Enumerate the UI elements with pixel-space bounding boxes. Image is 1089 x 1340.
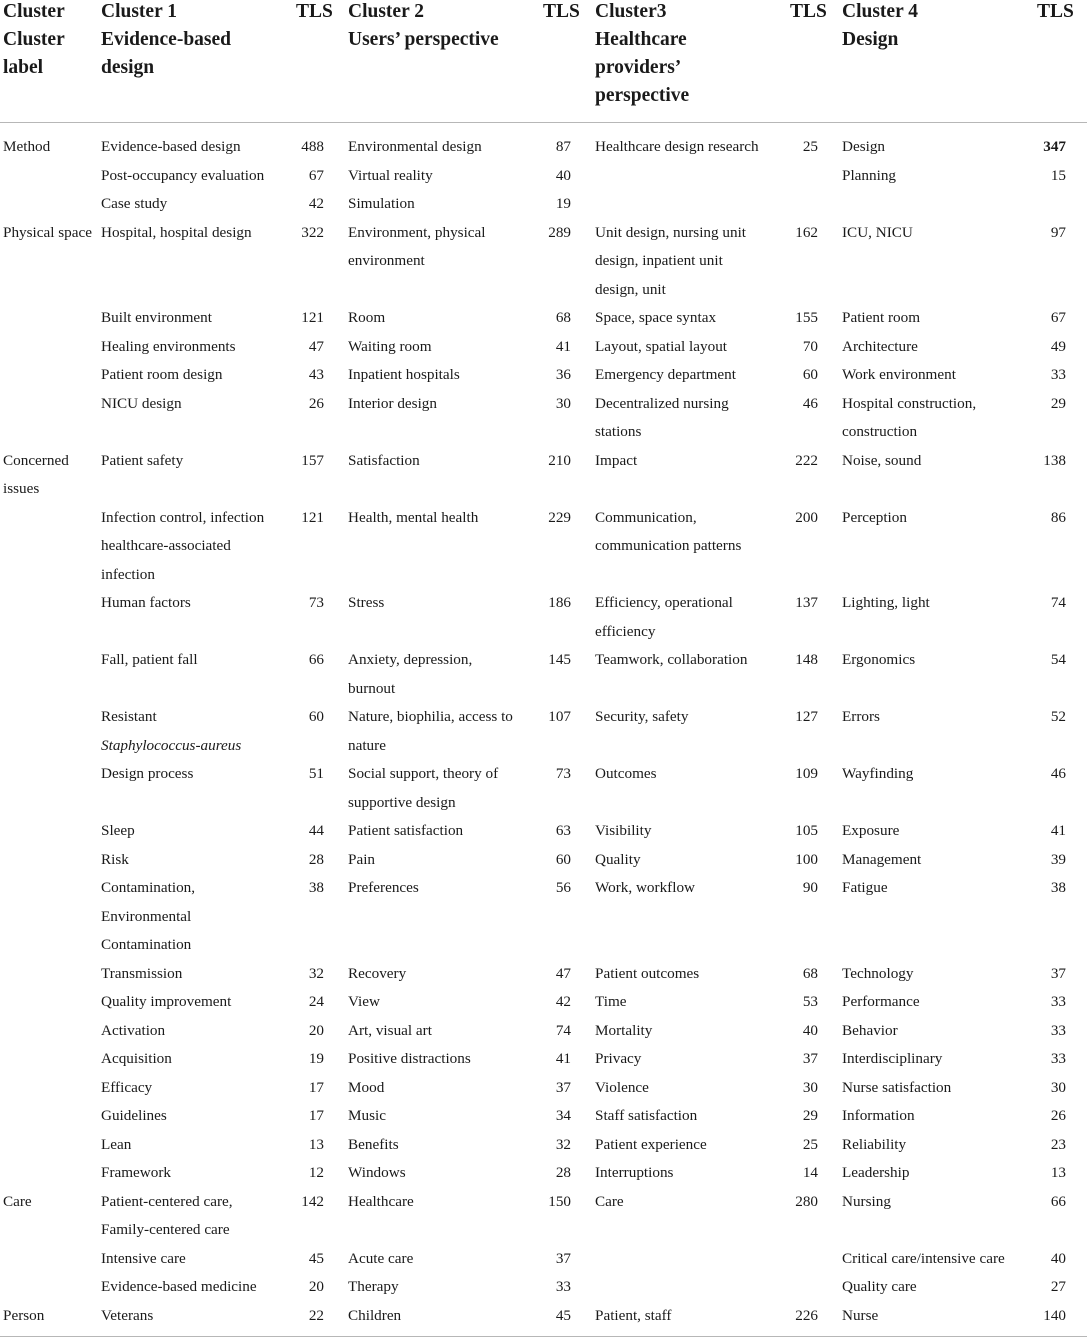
term-cell: Impact: [595, 451, 638, 469]
header-line: label: [3, 57, 44, 78]
tls-value: 37: [555, 1249, 571, 1267]
term-cell: Management: [842, 850, 922, 868]
term-cell: Sleep: [101, 822, 135, 839]
tls-value: 13: [308, 1135, 324, 1153]
term-cell: Activation: [101, 1021, 166, 1039]
term-cell: Care: [595, 1192, 624, 1210]
header-line: providers’: [595, 57, 682, 78]
tls-value: 121: [301, 309, 324, 326]
term-cell: Family-centered care: [101, 1221, 230, 1238]
term-cell: Veterans: [101, 1306, 154, 1324]
term-cell: Case study: [101, 195, 168, 212]
tls-value: 226: [795, 1306, 818, 1324]
tls-value: 30: [802, 1078, 818, 1096]
tls-value: 52: [1050, 708, 1066, 725]
term-cell: Nurse: [842, 1306, 879, 1324]
term-cell: Framework: [101, 1164, 172, 1181]
tls-value: 127: [795, 708, 818, 725]
header-line: TLS: [543, 1, 580, 22]
term-cell: construction: [842, 423, 918, 440]
term-cell: Teamwork, collaboration: [595, 651, 748, 668]
term-cell: Preferences: [348, 879, 419, 896]
term-cell: Art, visual art: [348, 1021, 432, 1039]
term-cell: Violence: [595, 1078, 649, 1096]
term-cell: ICU, NICU: [842, 223, 913, 241]
term-cell: Patient outcomes: [595, 964, 700, 982]
term-cell: Architecture: [842, 337, 918, 355]
tls-value: 229: [548, 508, 571, 526]
tls-value: 41: [1050, 822, 1066, 839]
term-cell: Perception: [842, 508, 907, 526]
tls-value: 40: [1050, 1249, 1066, 1267]
tls-value: 43: [308, 366, 324, 383]
term-cell: Environmental design: [348, 138, 482, 155]
term-cell: Behavior: [842, 1021, 898, 1039]
header-line: Design: [842, 29, 899, 50]
header-line: perspective: [595, 85, 690, 106]
term-cell: infection: [101, 565, 155, 583]
term-cell: Positive distractions: [348, 1050, 471, 1067]
term-cell: Design: [842, 138, 886, 155]
tls-value: 107: [548, 708, 571, 725]
tls-value: 28: [555, 1164, 571, 1181]
tls-value: 34: [555, 1107, 571, 1124]
tls-value: 44: [308, 822, 324, 839]
tls-value: 25: [802, 138, 818, 155]
term-cell: Human factors: [101, 594, 191, 611]
term-cell: supportive design: [348, 793, 456, 811]
tls-value: 54: [1050, 651, 1066, 668]
term-cell: NICU design: [101, 394, 182, 412]
term-cell: Mood: [348, 1078, 385, 1096]
term-cell: burnout: [348, 679, 396, 697]
term-cell: Ergonomics: [842, 651, 916, 668]
term-cell: Acquisition: [101, 1050, 172, 1067]
tls-value: 45: [555, 1306, 571, 1324]
term-cell: Decentralized nursing: [595, 394, 729, 412]
tls-value: 109: [795, 765, 818, 782]
header-line: TLS: [790, 1, 827, 22]
term-cell: Interior design: [348, 394, 437, 412]
tls-value: 32: [308, 964, 324, 982]
tls-value: 137: [795, 594, 818, 611]
term-cell: View: [348, 993, 380, 1010]
term-cell: Privacy: [595, 1050, 642, 1067]
tls-value: 60: [555, 850, 571, 868]
term-cell: Space, space syntax: [595, 309, 717, 326]
term-cell: Design process: [101, 765, 194, 782]
term-cell: Anxiety, depression,: [348, 651, 473, 668]
term-cell: Social support, theory of: [348, 765, 499, 782]
term-cell: Guidelines: [101, 1107, 167, 1124]
tls-value: 36: [555, 366, 571, 383]
tls-value: 66: [1050, 1192, 1066, 1210]
term-cell: Inpatient hospitals: [348, 366, 460, 383]
term-cell: Errors: [842, 708, 880, 725]
term-cell: efficiency: [595, 622, 656, 640]
tls-value: 12: [308, 1164, 324, 1181]
header-cluster-label: [3, 0, 65, 82]
term-cell: Exposure: [842, 822, 900, 839]
term-cell: Critical care/intensive care: [842, 1249, 1005, 1267]
tls-value: 74: [555, 1021, 571, 1039]
tls-value: 26: [308, 394, 324, 412]
term-cell: Hospital construction,: [842, 394, 977, 412]
header-line: Cluster 4: [842, 1, 919, 22]
term-cell: Wayfinding: [842, 765, 914, 782]
term-cell: Environmental: [101, 907, 192, 925]
tls-value: 28: [308, 850, 324, 868]
term-cell: design, unit: [595, 280, 666, 298]
term-cell: design, inpatient unit: [595, 252, 723, 269]
tls-value: 105: [795, 822, 818, 839]
row-label: Physical space: [3, 223, 92, 241]
tls-value: 15: [1050, 166, 1066, 184]
term-cell: Hospital, hospital design: [101, 223, 252, 241]
term-cell: Post-occupancy evaluation: [101, 166, 265, 184]
header-tls-1: [296, 0, 333, 26]
header-line: TLS: [296, 1, 333, 22]
term-cell: Leadership: [842, 1164, 910, 1181]
tls-value: 30: [1050, 1078, 1066, 1096]
term-cell: Lighting, light: [842, 594, 930, 611]
tls-value: 20: [308, 1021, 324, 1039]
term-cell: Patient safety: [101, 451, 184, 469]
tls-value: 37: [555, 1078, 571, 1096]
term-cell: Noise, sound: [842, 451, 922, 469]
row-label: Care: [3, 1192, 32, 1210]
term-cell: Work environment: [842, 366, 956, 383]
tls-value: 87: [555, 138, 571, 155]
tls-value: 280: [795, 1192, 818, 1210]
header-line: Cluster3: [595, 1, 667, 22]
tls-value: 33: [1050, 366, 1066, 383]
term-cell: communication patterns: [595, 537, 742, 554]
tls-value: 150: [548, 1192, 571, 1210]
term-cell: Music: [348, 1107, 386, 1124]
row-label: issues: [3, 480, 40, 497]
term-cell: Patient room design: [101, 366, 223, 383]
term-cell: Quality improvement: [101, 993, 232, 1010]
tls-value: 22: [308, 1306, 324, 1324]
header-line: Cluster 2: [348, 1, 425, 22]
tls-value: 157: [301, 451, 324, 469]
term-cell: Interruptions: [595, 1164, 674, 1181]
header-rule: [0, 122, 1087, 123]
header-tls-2: [543, 0, 580, 26]
header-cluster-4: [842, 0, 918, 54]
tls-value: 289: [548, 223, 571, 241]
term-cell: Unit design, nursing unit: [595, 223, 747, 241]
tls-value: 27: [1050, 1278, 1066, 1295]
term-cell: Evidence-based design: [101, 138, 241, 155]
term-cell: Infection control, infection: [101, 508, 265, 526]
tls-value: 73: [308, 594, 324, 611]
header-cluster-2: [348, 0, 499, 54]
term-cell: Mortality: [595, 1021, 653, 1039]
tls-value: 488: [301, 138, 324, 155]
tls-value: 37: [802, 1050, 818, 1067]
term-cell: Visibility: [595, 822, 652, 839]
tls-value: 155: [795, 309, 818, 326]
term-cell: Nursing: [842, 1192, 891, 1210]
row-label: Method: [3, 138, 51, 155]
tls-value: 33: [555, 1278, 571, 1295]
bottom-rule: [0, 1336, 1087, 1337]
term-cell: Fatigue: [842, 879, 888, 896]
tls-value: 67: [308, 166, 324, 184]
tls-value: 67: [1050, 309, 1066, 326]
tls-value: 68: [555, 309, 571, 326]
tls-value: 29: [802, 1107, 818, 1124]
tls-value: 42: [308, 195, 324, 212]
tls-value: 33: [1050, 1050, 1066, 1067]
tls-value: 53: [802, 993, 818, 1010]
term-cell: Patient satisfaction: [348, 822, 464, 839]
term-cell: Lean: [101, 1135, 132, 1153]
table-header: [0, 0, 1089, 122]
header-line: Evidence-based: [101, 29, 232, 50]
term-cell: Satisfaction: [348, 451, 420, 469]
term-cell: Outcomes: [595, 765, 657, 782]
tls-value: 20: [308, 1278, 324, 1295]
tls-value: 162: [795, 223, 818, 241]
term-cell: Benefits: [348, 1135, 399, 1153]
term-cell: Recovery: [348, 964, 407, 982]
term-cell: Fall, patient fall: [101, 651, 198, 668]
tls-value: 46: [1050, 765, 1066, 782]
header-line: Healthcare: [595, 29, 687, 50]
tls-value: 25: [802, 1135, 818, 1153]
tls-value: 121: [301, 508, 324, 526]
tls-value: 49: [1050, 337, 1066, 355]
tls-value: 74: [1050, 594, 1066, 611]
term-cell: Security, safety: [595, 708, 689, 725]
tls-value: 63: [555, 822, 571, 839]
tls-value: 56: [555, 879, 571, 896]
tls-value: 60: [802, 366, 818, 383]
tls-value: 186: [548, 594, 571, 611]
term-cell: Health, mental health: [348, 508, 479, 526]
term-cell: Reliability: [842, 1135, 907, 1153]
term-cell: Patient, staff: [595, 1306, 672, 1324]
term-cell: Intensive care: [101, 1249, 186, 1267]
term-cell: Simulation: [348, 195, 415, 212]
term-cell: stations: [595, 423, 642, 440]
header-line: Cluster: [3, 29, 65, 50]
term-cell: Performance: [842, 993, 920, 1010]
term-cell: Quality care: [842, 1278, 917, 1295]
tls-value: 60: [308, 708, 324, 725]
term-cell: Pain: [348, 850, 376, 868]
tls-value: 46: [802, 394, 818, 412]
header-line: design: [101, 57, 155, 78]
tls-value: 42: [555, 993, 571, 1010]
tls-value: 17: [308, 1107, 324, 1124]
tls-value: 148: [795, 651, 818, 668]
term-cell: Stress: [348, 594, 385, 611]
term-cell: Acute care: [348, 1249, 414, 1267]
term-cell: nature: [348, 736, 386, 754]
term-cell: Layout, spatial layout: [595, 337, 728, 355]
header-line: Cluster 1: [101, 1, 178, 22]
tls-value: 145: [548, 651, 571, 668]
tls-value: 73: [555, 765, 571, 782]
tls-value: 33: [1050, 1021, 1066, 1039]
tls-value: 97: [1050, 223, 1066, 241]
term-cell: Healing environments: [101, 337, 236, 355]
tls-value: 140: [1043, 1306, 1066, 1324]
term-cell: Efficacy: [101, 1078, 153, 1096]
tls-value: 142: [301, 1192, 324, 1210]
term-cell: Children: [348, 1306, 402, 1324]
tls-value: 30: [555, 394, 571, 412]
tls-value: 40: [802, 1021, 818, 1039]
tls-value: 45: [308, 1249, 324, 1267]
tls-value: 41: [555, 337, 571, 355]
term-cell: Virtual reality: [348, 166, 433, 184]
tls-value: 66: [308, 651, 324, 668]
term-cell: Time: [595, 993, 627, 1010]
tls-value: 100: [795, 850, 818, 868]
term-cell: Patient room: [842, 309, 921, 326]
tls-value: 200: [795, 508, 818, 526]
tls-value: 51: [308, 765, 324, 782]
tls-value: 47: [555, 964, 571, 982]
term-cell: Healthcare design research: [595, 138, 759, 155]
term-cell: Interdisciplinary: [842, 1050, 943, 1067]
term-cell: Room: [348, 309, 386, 326]
term-cell: Resistant: [101, 708, 157, 725]
tls-value: 210: [548, 451, 571, 469]
term-cell: Contamination: [101, 936, 192, 953]
term-cell: Transmission: [101, 964, 183, 982]
tls-value: 47: [308, 337, 324, 355]
term-cell: Nature, biophilia, access to: [348, 708, 513, 725]
term-cell: Nurse satisfaction: [842, 1078, 952, 1096]
tls-value: 17: [308, 1078, 324, 1096]
term-cell: Patient-centered care,: [101, 1192, 233, 1210]
tls-value: 40: [555, 166, 571, 184]
header-line: Cluster: [3, 1, 65, 22]
tls-value: 33: [1050, 993, 1066, 1010]
term-cell: Evidence-based medicine: [101, 1278, 257, 1295]
tls-value: 86: [1050, 508, 1066, 526]
term-cell: Staff satisfaction: [595, 1107, 698, 1124]
header-line: Users’ perspective: [348, 29, 499, 50]
tls-value: 23: [1050, 1135, 1066, 1153]
row-label: Person: [3, 1306, 45, 1324]
tls-value: 24: [308, 993, 324, 1010]
tls-value: 347: [1043, 138, 1066, 155]
row-label: Concerned: [3, 451, 69, 469]
term-cell: Risk: [101, 850, 129, 868]
tls-value: 19: [308, 1050, 324, 1067]
term-cell: healthcare-associated: [101, 537, 231, 554]
term-cell: Technology: [842, 964, 914, 982]
tls-value: 222: [795, 451, 818, 469]
header-cluster-3: [595, 0, 689, 110]
term-cell: Windows: [348, 1164, 406, 1181]
term-cell: Communication,: [595, 508, 697, 526]
term-cell: Emergency department: [595, 366, 736, 383]
header-tls-4: [1037, 0, 1074, 26]
term-cell: Healthcare: [348, 1192, 414, 1210]
term-cell: Staphylococcus-aureus: [101, 736, 242, 754]
term-cell: Work, workflow: [595, 879, 696, 896]
tls-value: 32: [555, 1135, 571, 1153]
tls-value: 38: [308, 879, 324, 896]
term-cell: Environment, physical: [348, 223, 486, 241]
term-cell: Quality: [595, 850, 641, 868]
tls-value: 38: [1050, 879, 1066, 896]
tls-value: 19: [555, 195, 571, 212]
term-cell: Built environment: [101, 309, 212, 326]
tls-value: 26: [1050, 1107, 1066, 1124]
header-cluster-1: [101, 0, 231, 82]
term-cell: Therapy: [348, 1278, 399, 1295]
term-cell: Contamination,: [101, 879, 196, 896]
tls-value: 322: [301, 223, 324, 241]
header-line: TLS: [1037, 1, 1074, 22]
tls-value: 13: [1050, 1164, 1066, 1181]
tls-value: 29: [1050, 394, 1066, 412]
header-tls-3: [790, 0, 827, 26]
term-cell: Patient experience: [595, 1135, 707, 1153]
term-cell: Efficiency, operational: [595, 594, 733, 611]
term-cell: Information: [842, 1107, 915, 1124]
tls-value: 41: [555, 1050, 571, 1067]
tls-value: 90: [802, 879, 818, 896]
tls-value: 68: [802, 964, 818, 982]
tls-value: 14: [802, 1164, 818, 1181]
tls-value: 39: [1050, 850, 1066, 868]
tls-value: 70: [802, 337, 818, 355]
term-cell: environment: [348, 252, 425, 269]
tls-value: 138: [1043, 451, 1066, 469]
term-cell: Planning: [842, 166, 897, 184]
term-cell: Waiting room: [348, 337, 432, 355]
tls-value: 37: [1050, 964, 1066, 982]
